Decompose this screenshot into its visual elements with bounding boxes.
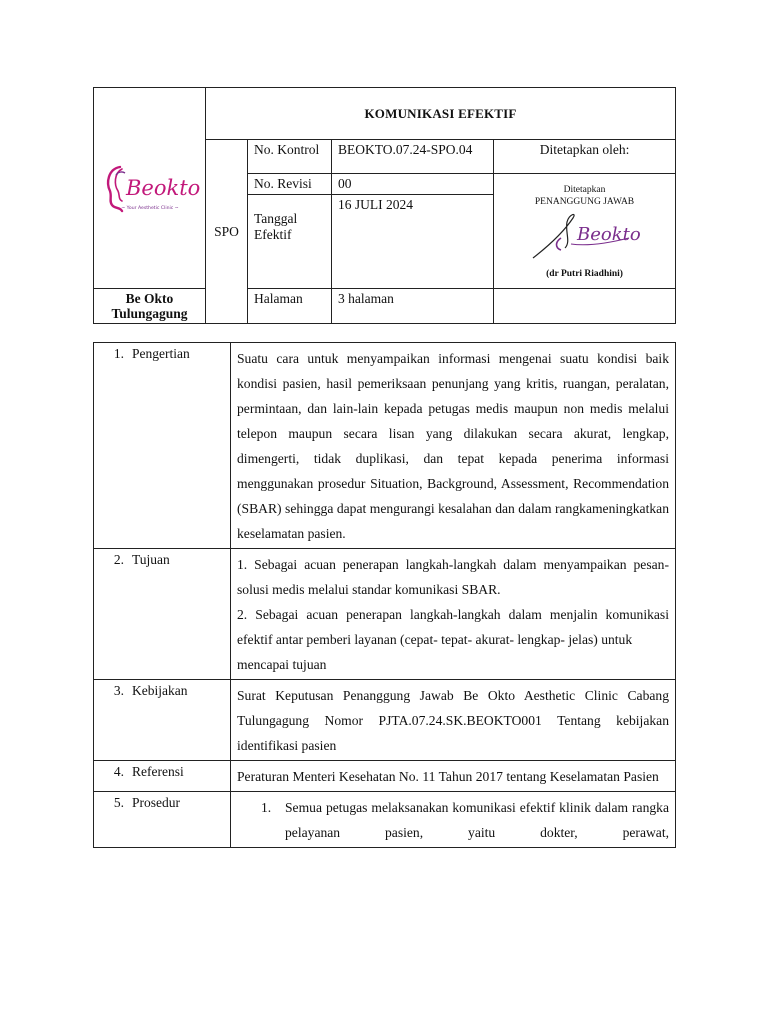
section-row-tujuan — [94, 549, 676, 680]
tujuan-item: 2. Sebagai acuan penerapan langkah-langkah dalam menjalin komunikasi efektif antar pemberi layanan (cepat- tepat- akurat- lengkap- jelas) untuk — [237, 607, 669, 647]
tanggal-efektif-value: 16 JULI 2024 — [332, 195, 494, 289]
tujuan-item: mencapai tujuan — [237, 657, 327, 672]
section-label — [94, 549, 231, 680]
section-title: Kebijakan — [132, 683, 188, 698]
section-number: 3. — [113, 683, 124, 698]
kebijakan-text: Surat Keputusan Penanggung Jawab Be Okto Aesthetic Clinic Cabang Tulungagung Nomor PJTA.07.24.SK.BEOKTO001 Tentang kebijakan identifikasi pasien — [237, 688, 669, 753]
section-title: Pengertian — [132, 346, 190, 361]
content-table — [93, 342, 676, 848]
tanggal-efektif-label: Tanggal Efektif — [248, 195, 332, 289]
section-label — [94, 680, 231, 761]
prosedur-item-number: 1. — [261, 800, 272, 815]
tujuan-item: 1. Sebagai acuan penerapan langkah-langkah dalam menyampaikan pesan- solusi medis melalui standar komunikasi SBAR. — [237, 557, 669, 597]
clinic-logo — [100, 161, 200, 215]
logo-tagline: ~ Your Aesthetic Clinic ~ — [120, 206, 179, 211]
signature-line-1: Ditetapkan — [563, 185, 606, 195]
no-kontrol-label: No. Kontrol — [248, 140, 332, 174]
ditetapkan-oleh-label: Ditetapkan oleh: — [494, 140, 676, 174]
section-label — [94, 761, 231, 792]
signature-block — [494, 174, 676, 289]
spo-label: SPO — [206, 140, 248, 324]
section-label — [94, 343, 231, 549]
section-number: 1. — [113, 346, 124, 361]
section-content — [231, 549, 676, 680]
no-revisi-value: 00 — [332, 174, 494, 195]
section-content — [231, 680, 676, 761]
logo-wordmark: Beokto — [125, 176, 200, 200]
section-title: Tujuan — [132, 552, 170, 567]
no-kontrol-value: BEOKTO.07.24-SPO.04 — [332, 140, 494, 174]
section-row-pengertian — [94, 343, 676, 549]
document-title: KOMUNIKASI EFEKTIF — [206, 88, 676, 140]
section-content — [231, 792, 676, 848]
signatory-name: (dr Putri Riadhini) — [546, 269, 623, 279]
section-title: Referensi — [132, 764, 184, 779]
referensi-text: Peraturan Menteri Kesehatan No. 11 Tahun 2017 tentang Keselamatan Pasien — [237, 769, 659, 784]
signature-line-2: PENANGGUNG JAWAB — [534, 197, 635, 207]
header-table — [93, 87, 676, 324]
prosedur-item-text: Semua petugas melaksanakan komunikasi efektif klinik dalam rangka pelayanan pasien, yaitu dokter, perawat, — [285, 800, 669, 840]
section-content — [231, 761, 676, 792]
section-row-referensi — [94, 761, 676, 792]
section-number: 2. — [113, 552, 124, 567]
no-revisi-label: No. Revisi — [248, 174, 332, 195]
prosedur-item — [237, 795, 669, 845]
halaman-label: Halaman — [248, 289, 332, 324]
section-label — [94, 792, 231, 848]
section-number: 4. — [113, 764, 124, 779]
section-content — [231, 343, 676, 549]
pengertian-text: Suatu cara untuk menyampaikan informasi mengenai suatu kondisi baik kondisi pasien, hasil pemeriksaan penunjang yang kritis, ruangan, peralatan, permintaan, dan lain-lain kepada petugas medis maupun non medis melalui telepon maupun secara lisan yang dilakukan secara akurat, lengkap, dimengerti, tidak duplikasi, dan tepat kepada penerima informasi menggunakan prosedur Situation, Background, Assessment, Recommendation (SBAR) sehingga dapat mengurangi kesalahan dan dalam rangkameningkatkan keselamatan pasien. — [237, 351, 669, 541]
section-row-prosedur — [94, 792, 676, 848]
empty-cell — [494, 289, 676, 324]
logo-cell — [94, 88, 206, 289]
halaman-value: 3 halaman — [332, 289, 494, 324]
section-title: Prosedur — [132, 795, 180, 810]
stamp-wordmark: Beokto — [576, 224, 641, 245]
signature-stamp — [525, 208, 645, 260]
clinic-name: Be Okto Tulungagung — [94, 289, 206, 324]
section-number: 5. — [113, 795, 124, 810]
section-row-kebijakan — [94, 680, 676, 761]
